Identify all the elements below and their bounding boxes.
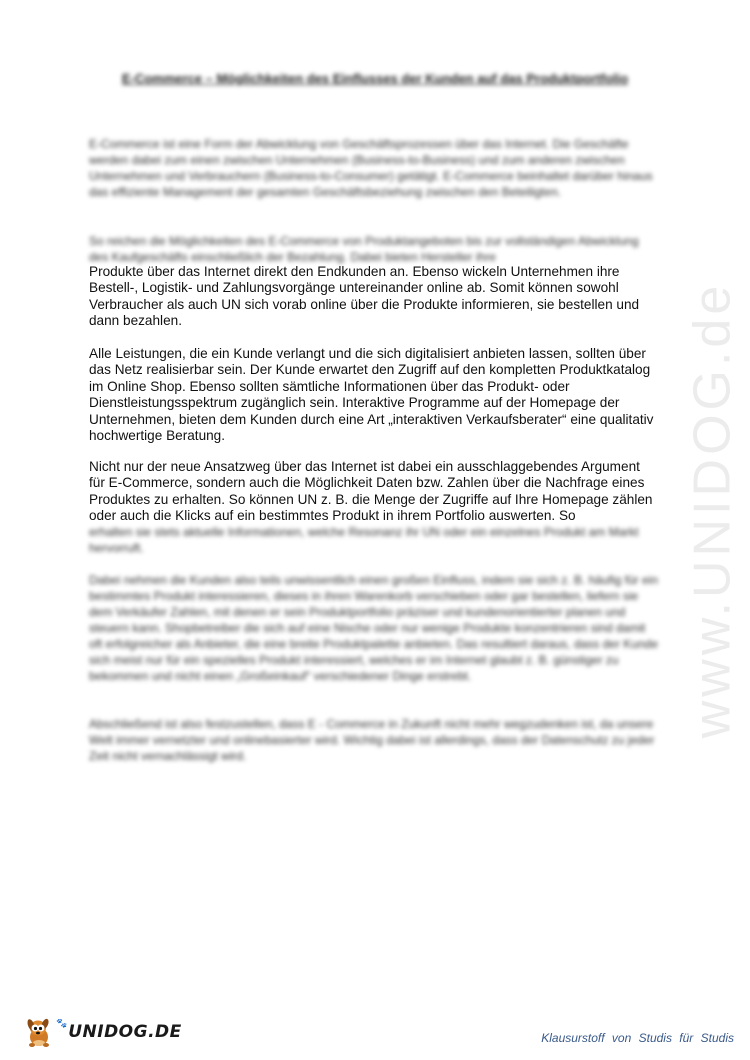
watermark-text: www.UNIDOG.de xyxy=(683,281,741,739)
paragraph-2-visible: Produkte über das Internet direkt den Endkunden an. Ebenso wickeln Unternehmen ihre Bestell-, Logistik- und Zahlungsvorgänge untereinander online ab. Somit können sowohl Verbraucher als auch UN sich vorab online über die Produkte informieren, sie bestellen und dann bezahlen. xyxy=(89,264,640,329)
paragraph-5: Dabei nehmen die Kunden also teils unwissentlich einen großen Einfluss, indem sie sich z. B. häufig für ein bestimmtes Produkt interessieren, dieses in ihren Warenkorb verschieben oder gar bestellen, liefern sie dem Verkäufer Zahlen, mit denen er sein Produktportfolio präziser und kundenorientierter planen und steuern kann. Shopbetreiber die sich auf eine Nische oder nur wenige Produkte konzentrieren sind damit oft erfolgreicher als Anbieter, die eine breite Produktpalette anbieten. Das resultiert daraus, dass der Kunde sich meist nur für ein spezielles Produkt interessiert, welches er im Internet glaubt z. B. günstiger zu bekommen und nicht einen „Großeinkauf“ verschiedener Dinge erstrebt. xyxy=(89,573,659,683)
paragraph-4-blurred: erhalten sie stets aktuelle Informationen, welche Resonanz ihr UN oder ein einzelnes Produkt am Markt hervorruft. xyxy=(89,525,639,555)
paragraph-intro: E-Commerce ist eine Form der Abwicklung von Geschäftsprozessen über das Internet. Die Geschäfte werden dabei zum einen zwischen Unternehmen (Business-to-Business) und zum anderen zwischen Unternehmen und Verbrauchern (Business-to-Consumer) getätigt. E-Commerce beinhaltet darüber hinaus das effiziente Management der gesamten Geschäftsbeziehung zwischen den Beteiligten. xyxy=(89,137,653,199)
paragraph-3: Alle Leistungen, die ein Kunde verlangt und die sich digitalisiert anbieten lassen, sollten über das Netz realisierbar sein. Der Kunde erwartet den Zugriff auf den kompletten Produktkatalog im Online Shop. Ebenso sollten sämtliche Informationen über das Produkt- oder Dienstleistungsspektrum zugänglich sein. Interaktive Programme auf der Homepage der Unternehmen, bieten dem Kunden durch eine Art „interaktiven Verkaufsberater“ eine qualitativ hochwertige Beratung. xyxy=(89,346,654,444)
document-title: E-Commerce – Möglichkeiten des Einflusses der Kunden auf das Produktportfolio xyxy=(121,71,629,86)
watermark xyxy=(682,281,742,739)
paragraph-4-visible: Nicht nur der neue Ansatzweg über das Internet ist dabei ein ausschlaggebendes Argument für E-Commerce, sondern auch die Möglichkeit Daten bzw. Zahlen über die Nachfrage eines Produktes zu erhalten. So können UN z. B. die Menge der Zugriffe auf Ihre Homepage zählen oder auch die Klicks auf ein bestimmtes Produkt in ihrem Portfolio auswerten. So xyxy=(89,459,653,524)
paw-icon: 🐾 xyxy=(56,1017,68,1028)
paragraph-2-blurred: So reichen die Möglichkeiten des E-Commerce von Produktangeboten bis zur vollständigen Abwicklung des Kaufgeschäfts einschließlich der Bezahlung. Dabei bieten Hersteller ihre xyxy=(89,234,639,264)
footer-tagline: Klausurstoff von Studis für Studis xyxy=(541,1031,734,1045)
paragraph-conclusion: Abschließend ist also festzustellen, dass E - Commerce in Zukunft nicht mehr wegzudenken ist, da unsere Welt immer vernetzter und onlinebasierter wird. Wichtig dabei ist allerdings, dass der Datenschutz zu jeder Zeit nicht vernachlässigt wird. xyxy=(89,717,655,763)
dog-icon xyxy=(24,1016,54,1048)
unidog-logo xyxy=(24,1012,182,1052)
logo-text: UNIDOG.DE xyxy=(68,1022,182,1042)
